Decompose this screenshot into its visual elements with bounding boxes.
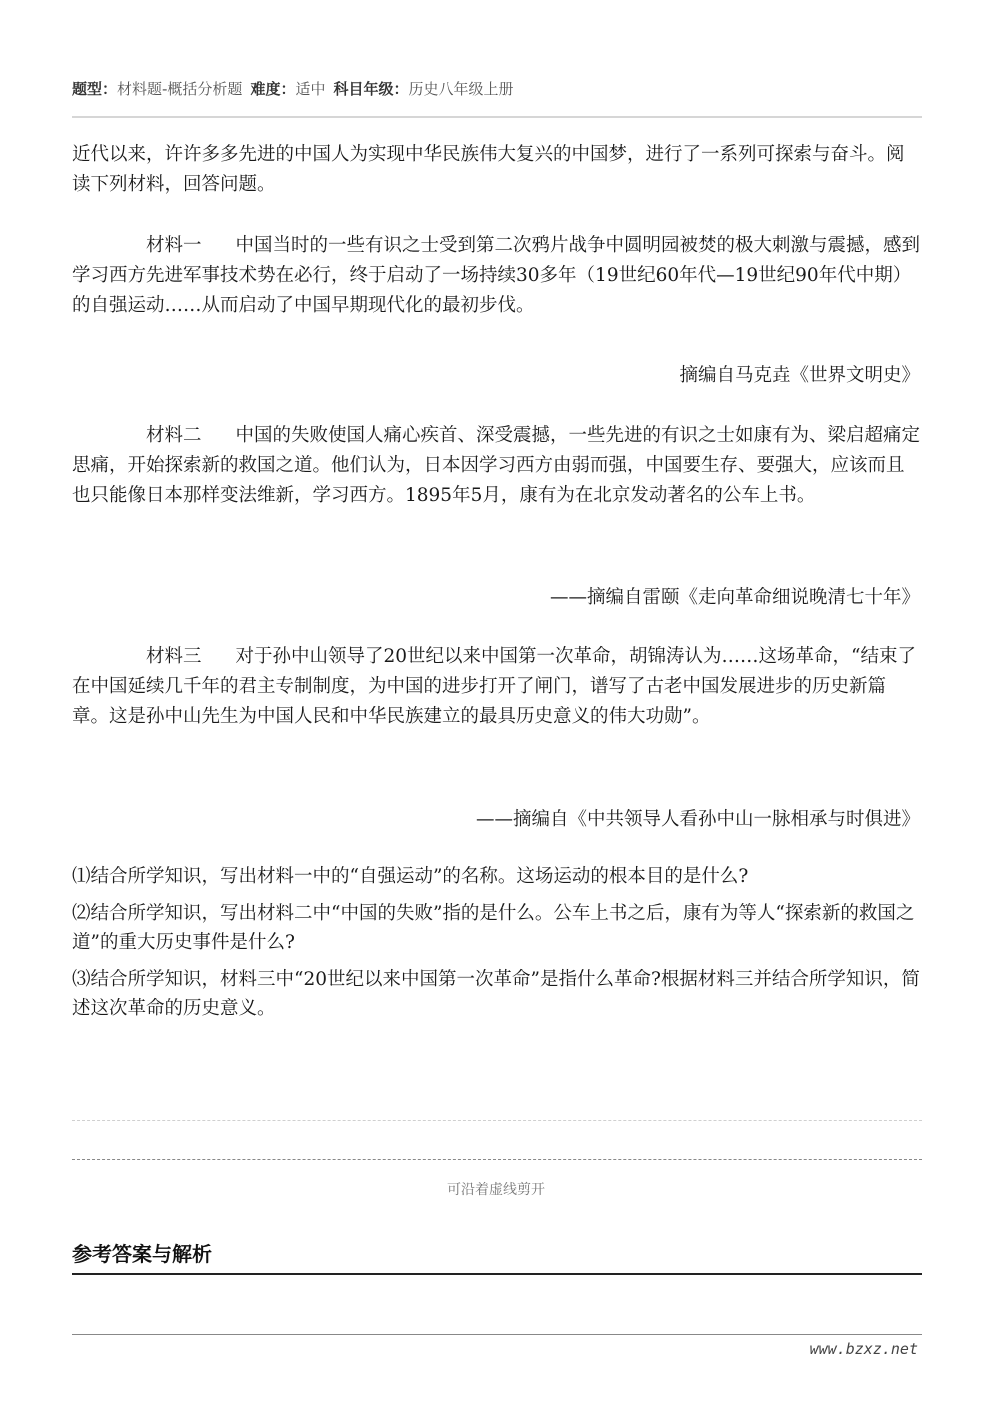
- material-3-text: 对于孙中山领导了20世纪以来中国第一次革命，胡锦涛认为……这场革命，“结束了在中国延续几千年的君主专制制度，为中国的进步打开了闸门，谱写了古老中国发展进步的历史新篇章。这是孙中山先生为中国人民和中华民族建立的最具历史意义的伟大功勋”。: [72, 646, 917, 727]
- cut-line-hint: 可沿着虚线剪开: [447, 1182, 545, 1198]
- footer-divider: [72, 1334, 922, 1335]
- material-1-source: 摘编自马克垚《世界文明史》: [679, 365, 920, 386]
- difficulty-value: 适中: [295, 80, 326, 98]
- material-2: [72, 421, 922, 511]
- question-1: ⑴结合所学知识，写出材料一中的“自强运动”的名称。这场运动的根本目的是什么?: [72, 866, 749, 887]
- material-3: [72, 642, 922, 732]
- question-3: ⑶结合所学知识，材料三中“20世纪以来中国第一次革命”是指什么革命?根据材料三并结合所学知识，简述这次革命的历史意义。: [72, 969, 920, 1019]
- footer-url: www.bzxz.net: [809, 1340, 918, 1358]
- material-1: [72, 231, 922, 321]
- material-2-text: 中国的失败使国人痛心疾首、深受震撼，一些先进的有识之士如康有为、梁启超痛定思痛，开始探索新的救国之道。他们认为，日本因学习西方由弱而强，中国要生存、要强大，应该而且也只能像日本那样变法维新，学习西方。1895年5月，康有为在北京发动著名的公车上书。: [72, 425, 921, 506]
- cut-line: [72, 1159, 922, 1160]
- subject-value: 历史八年级上册: [408, 80, 514, 98]
- difficulty-label: 难度：: [250, 80, 296, 98]
- material-1-text: 中国当时的一些有识之士受到第二次鸦片战争中圆明园被焚的极大刺激与震撼，感到学习西方先进军事技术势在必行，终于启动了一场持续30多年（19世纪60年代—19世纪90年代中期）的自强运动……从而启动了中国早期现代化的最初步伐。: [72, 235, 921, 316]
- answer-area-divider: [72, 1120, 922, 1121]
- material-3-label: 材料三: [146, 646, 202, 667]
- answer-section-title: 参考答案与解析: [72, 1242, 212, 1266]
- question-meta: [72, 78, 514, 99]
- material-2-label: 材料二: [146, 425, 202, 446]
- header-divider: [72, 116, 922, 118]
- material-1-label: 材料一: [146, 235, 202, 256]
- answer-section-divider: [72, 1273, 922, 1275]
- type-label: 题型：: [72, 80, 118, 98]
- question-2: ⑵结合所学知识，写出材料二中“中国的失败”指的是什么。公车上书之后，康有为等人“探索新的救国之道”的重大历史事件是什么?: [72, 903, 915, 953]
- material-2-source: ——摘编自雷颐《走向革命细说晚清七十年》: [549, 587, 920, 608]
- subject-label: 科目年级：: [333, 80, 409, 98]
- type-value: 材料题-概括分析题: [117, 80, 243, 98]
- material-3-source: ——摘编自《中共领导人看孙中山一脉相承与时俱进》: [475, 809, 920, 830]
- intro-paragraph: 近代以来，许许多多先进的中国人为实现中华民族伟大复兴的中国梦，进行了一系列可探索与奋斗。阅读下列材料，回答问题。: [72, 144, 905, 195]
